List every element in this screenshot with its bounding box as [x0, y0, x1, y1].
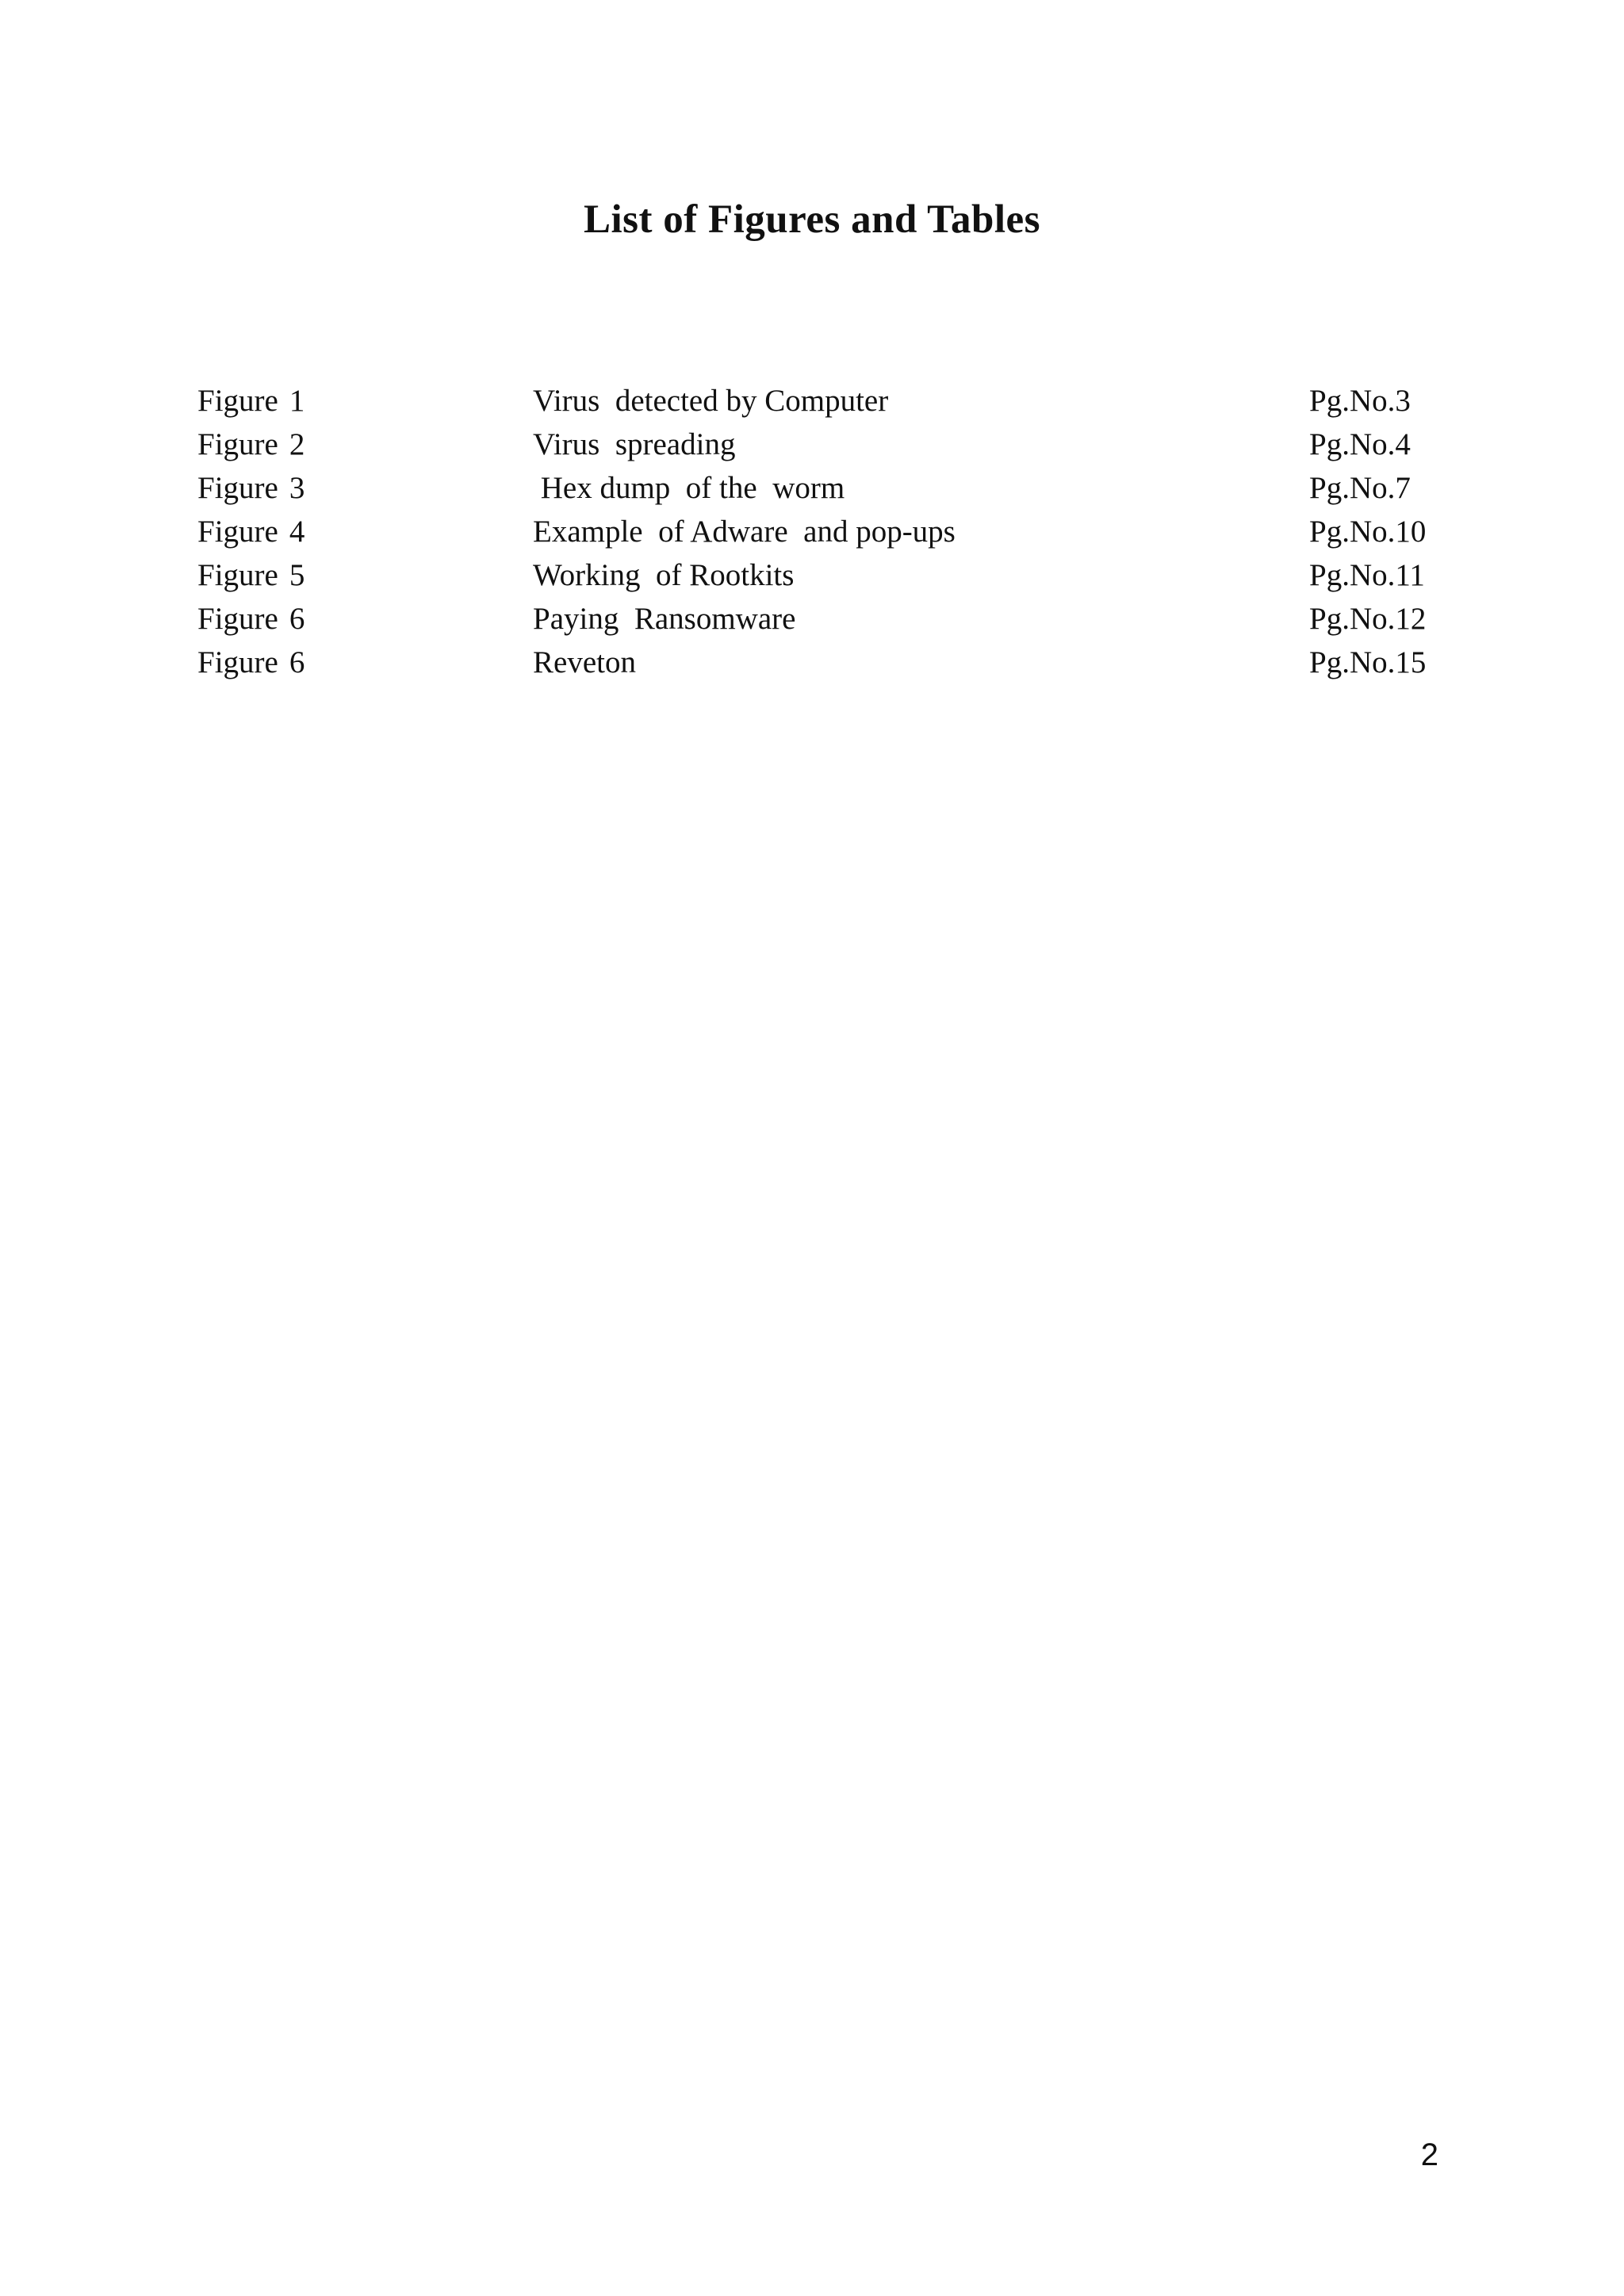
figure-entry [0, 553, 1624, 597]
figure-entry [0, 641, 1624, 684]
figure-page-ref: Pg.No.11 [1309, 558, 1425, 592]
figure-page-ref: Pg.No.7 [1309, 471, 1411, 505]
figure-caption: Hex dump of the worm [533, 471, 845, 505]
figure-entry [0, 510, 1624, 553]
figure-label: Figure 4 [197, 515, 305, 549]
figure-entry [0, 379, 1624, 423]
figure-label: Figure 6 [197, 602, 305, 636]
figure-caption: Virus detected by Computer [533, 384, 889, 418]
figure-page-ref: Pg.No.3 [1309, 384, 1411, 418]
figure-caption: Example of Adware and pop-ups [533, 515, 956, 549]
figure-label: Figure 1 [197, 384, 305, 418]
figure-caption: Reveton [533, 645, 636, 679]
figure-caption: Virus spreading [533, 427, 736, 461]
figure-label: Figure 6 [197, 645, 305, 679]
figure-page-ref: Pg.No.15 [1309, 645, 1427, 679]
page-title: List of Figures and Tables [583, 197, 1041, 242]
figure-label: Figure 5 [197, 558, 305, 592]
figure-entry [0, 597, 1624, 641]
figure-label: Figure 2 [197, 427, 305, 461]
page-number: 2 [1420, 2137, 1438, 2172]
figure-caption: Paying Ransomware [533, 602, 796, 636]
figure-entry [0, 466, 1624, 510]
figure-entry [0, 423, 1624, 466]
figure-caption: Working of Rootkits [533, 558, 795, 592]
figure-label: Figure 3 [197, 471, 305, 505]
figure-page-ref: Pg.No.12 [1309, 602, 1427, 636]
figure-page-ref: Pg.No.10 [1309, 515, 1427, 549]
figure-list [0, 379, 1624, 684]
figure-page-ref: Pg.No.4 [1309, 427, 1411, 461]
